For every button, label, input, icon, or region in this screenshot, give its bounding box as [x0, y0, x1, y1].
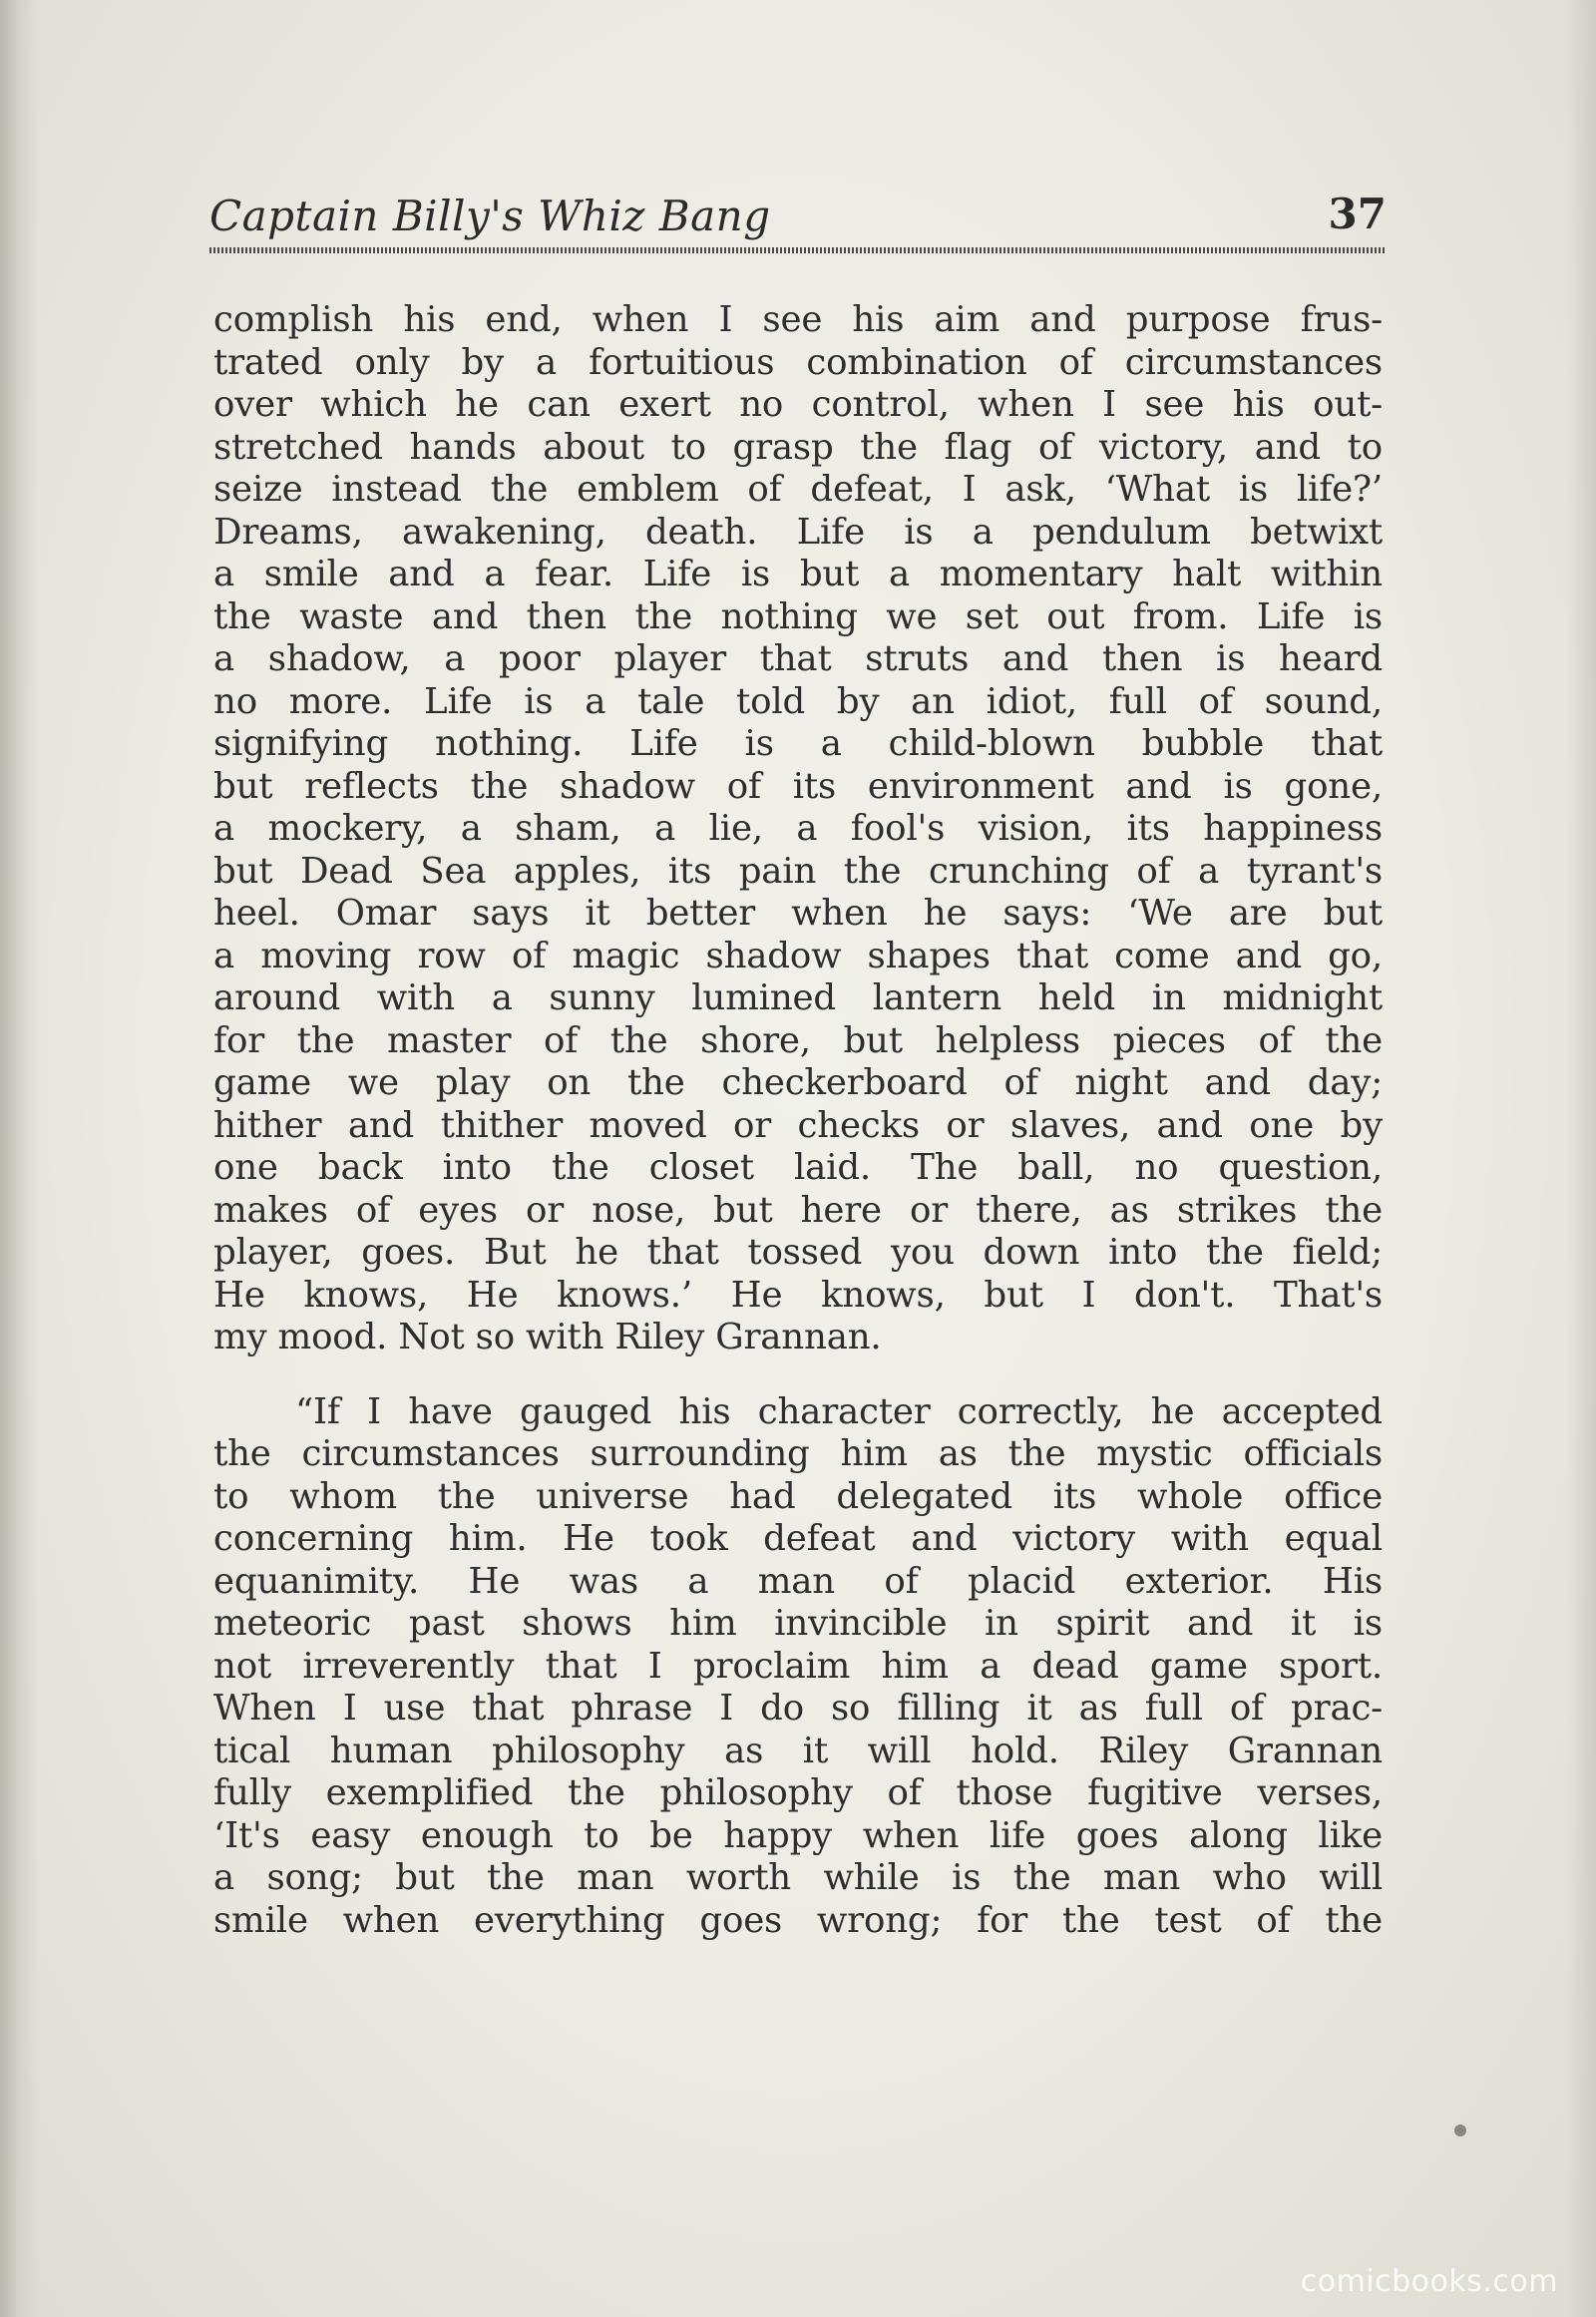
text-line: stretched hands about to grasp the flag of victory, and to: [213, 426, 1383, 468]
text-line: over which he can exert no control, when I see his out-: [213, 384, 1383, 425]
text-line: my mood. Not so with Riley Grannan.: [213, 1317, 882, 1357]
paragraph-spacer: [213, 1359, 1383, 1391]
text-line: one back into the closet laid. The ball, no question,: [213, 1147, 1383, 1188]
text-line: player, goes. But he that tossed you down into the field;: [213, 1232, 1383, 1273]
text-line: “If I have gauged his character correctly, he accepted: [295, 1390, 1383, 1432]
text-line: no more. Life is a tale told by an idiot, full of sound,: [213, 680, 1383, 722]
text-line: He knows, He knows.’ He knows, but I don't. That's: [213, 1274, 1383, 1316]
text-line: fully exemplified the philosophy of those fugitive verses,: [213, 1772, 1383, 1813]
text-line: but Dead Sea apples, its pain the crunching of a tyrant's: [213, 850, 1383, 892]
text-line: a smile and a fear. Life is but a momentary halt within: [213, 554, 1383, 594]
page-spine-shadow: [0, 0, 40, 2317]
text-line: trated only by a fortuitious combination of circumstances: [213, 341, 1383, 383]
text-line: a mockery, a sham, a lie, a fool's vision, its happiness: [213, 808, 1383, 849]
text-line: seize instead the emblem of defeat, I ask, ‘What is life?’: [213, 469, 1383, 510]
paragraph-2: [213, 1391, 1383, 1943]
article-body: [213, 299, 1383, 1942]
text-line: for the master of the shore, but helpless pieces of the: [213, 1019, 1383, 1061]
header-rule: [209, 247, 1387, 253]
running-header: [209, 188, 1387, 247]
text-line: Dreams, awakening, death. Life is a pendulum betwixt: [213, 511, 1383, 553]
page-number: 37: [1328, 190, 1387, 238]
text-line: game we play on the checkerboard of night and day;: [213, 1062, 1383, 1103]
text-line: concerning him. He took defeat and victory with equal: [213, 1518, 1383, 1559]
text-line: the waste and then the nothing we set out from. Life is: [213, 595, 1383, 637]
page-edge-shadow: [1566, 0, 1596, 2317]
text-line: signifying nothing. Life is a child-blown bubble that: [213, 723, 1383, 764]
text-line: heel. Omar says it better when he says: ‘We are but: [213, 893, 1383, 934]
text-line: to whom the universe had delegated its whole office: [213, 1475, 1383, 1517]
text-line: equanimity. He was a man of placid exterior. His: [213, 1560, 1383, 1602]
text-line: not irreverently that I proclaim him a dead game sport.: [213, 1645, 1383, 1687]
text-line: smile when everything goes wrong; for the test of the: [213, 1899, 1383, 1941]
text-line: a shadow, a poor player that struts and then is heard: [213, 638, 1383, 679]
text-line: When I use that phrase I do so filling it as full of prac-: [213, 1688, 1383, 1729]
text-line: hither and thither moved or checks or slaves, and one by: [213, 1104, 1383, 1146]
watermark: comicbooks.com: [1300, 2264, 1558, 2299]
magazine-title: Captain Billy's Whiz Bang: [209, 192, 771, 240]
text-line: complish his end, when I see his aim and purpose frus-: [213, 299, 1383, 340]
text-line: ‘It's easy enough to be happy when life goes along like: [213, 1814, 1383, 1856]
text-line: a song; but the man worth while is the man who will: [213, 1857, 1383, 1898]
text-line: but reflects the shadow of its environment and is gone,: [213, 765, 1383, 807]
text-line: meteoric past shows him invincible in spirit and it is: [213, 1603, 1383, 1644]
text-line: a moving row of magic shadow shapes that come and go,: [213, 935, 1383, 976]
text-line: around with a sunny lumined lantern held in midnight: [213, 977, 1383, 1018]
text-line: the circumstances surrounding him as the mystic officials: [213, 1433, 1383, 1474]
text-line: makes of eyes or nose, but here or there, as strikes the: [213, 1189, 1383, 1231]
print-speck: [1454, 2124, 1466, 2136]
paragraph-1: [213, 299, 1383, 1359]
text-line: tical human philosophy as it will hold. Riley Grannan: [213, 1730, 1383, 1771]
